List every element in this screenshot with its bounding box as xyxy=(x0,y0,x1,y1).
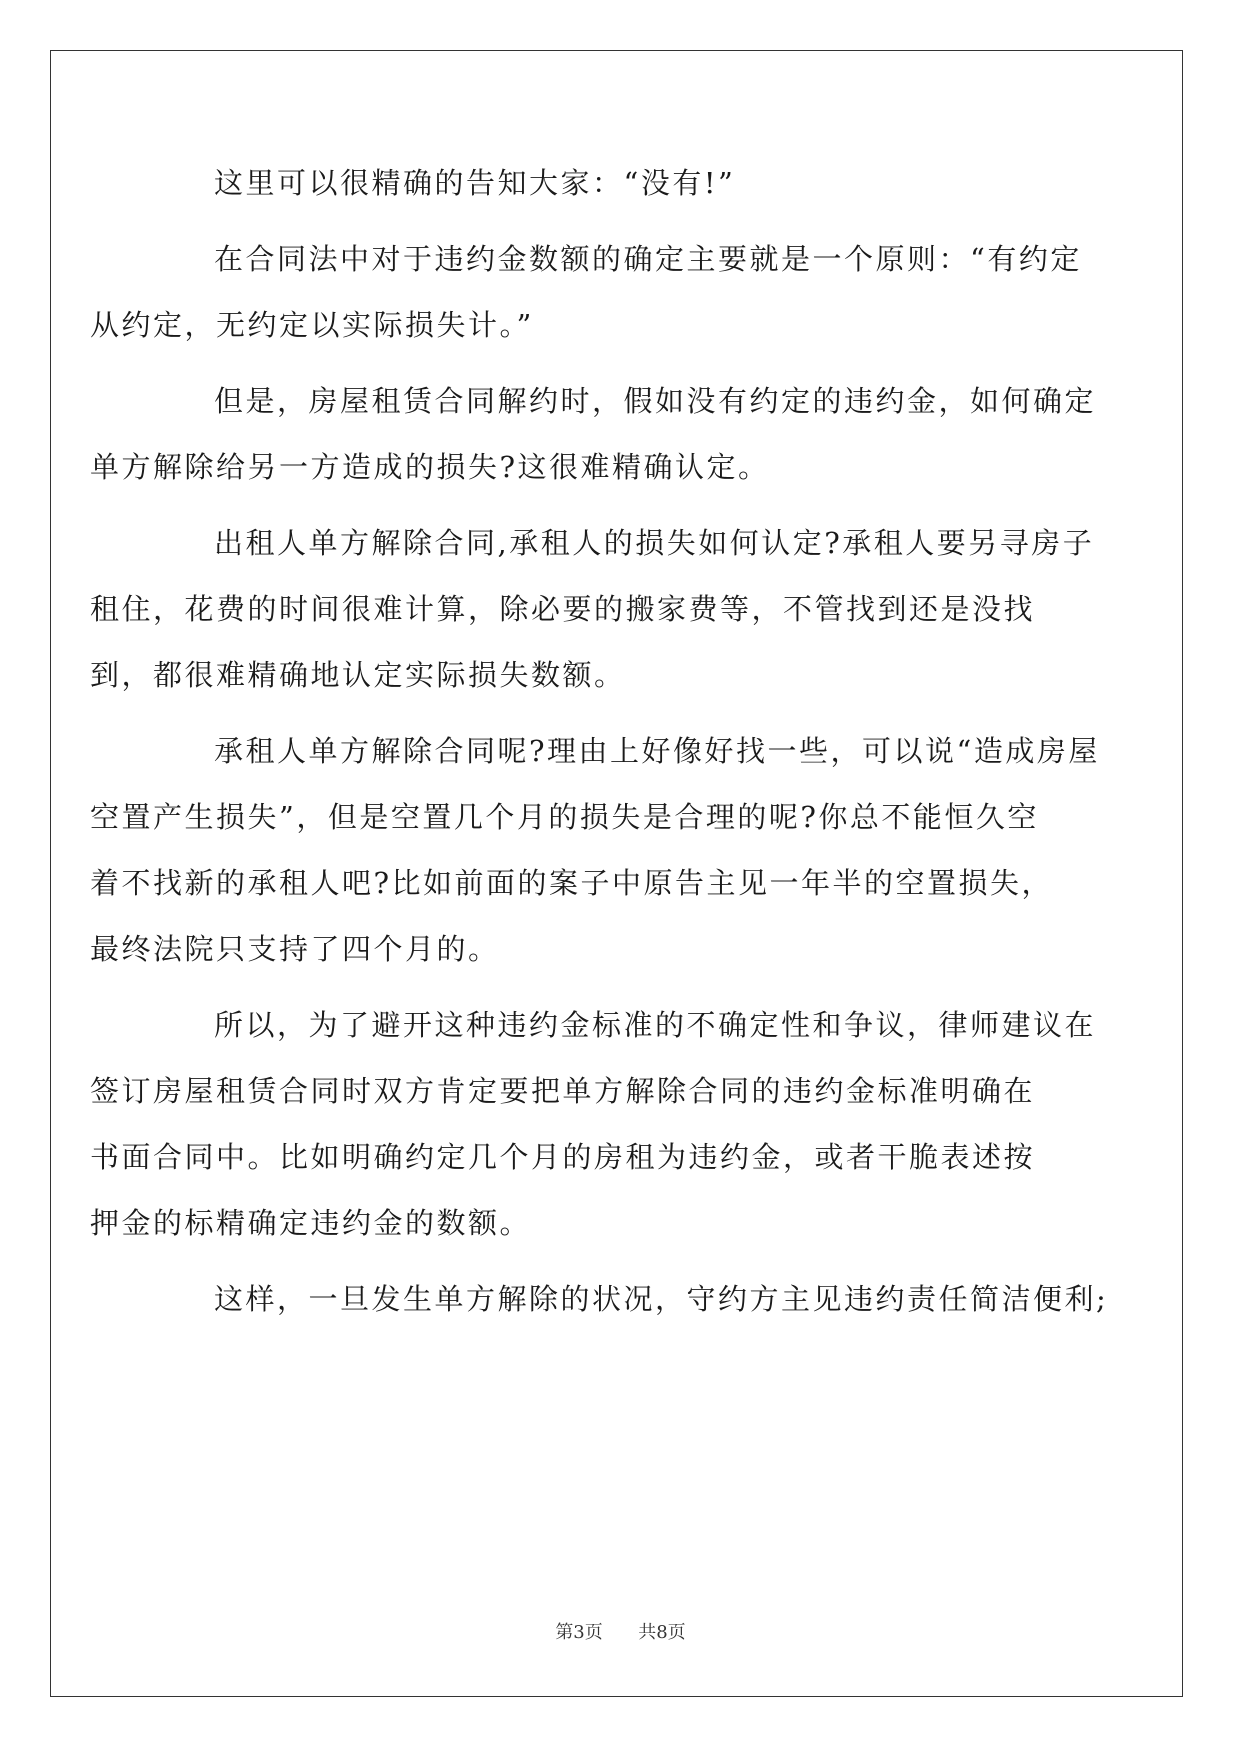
text-line: 出租人单方解除合同,承租人的损失如何认定?承租人要另寻房子 xyxy=(214,526,1095,560)
page-number: 第3页 xyxy=(555,1622,603,1643)
text-line: 但是，房屋租赁合同解约时，假如没有约定的违约金，如何确定 xyxy=(214,384,1097,418)
paragraph-4 xyxy=(90,510,1095,708)
page-total: 共8页 xyxy=(638,1622,686,1643)
text-line: 最终法院只支持了四个月的。 xyxy=(90,932,500,966)
document-body xyxy=(90,150,1109,1342)
text-line: 空置产生损失”，但是空置几个月的损失是合理的呢?你总不能恒久空 xyxy=(90,800,1039,834)
text-line: 签订房屋租赁合同时双方肯定要把单方解除合同的违约金标准明确在 xyxy=(90,1074,1036,1108)
text-line: 在合同法中对于违约金数额的确定主要就是一个原则：“有约定 xyxy=(214,242,1082,276)
paragraph-5 xyxy=(90,718,1100,982)
text-line: 书面合同中。比如明确约定几个月的房租为违约金，或者干脆表述按 xyxy=(90,1140,1036,1174)
text-line: 租住，花费的时间很难计算，除必要的搬家费等，不管找到还是没找 xyxy=(90,592,1036,626)
text-line: 着不找新的承租人吧?比如前面的案子中原告主见一年半的空置损失， xyxy=(90,866,1054,900)
text-line: 这里可以很精确的告知大家：“没有!” xyxy=(214,166,736,200)
page-footer xyxy=(0,1618,1241,1644)
paragraph-6 xyxy=(90,992,1097,1256)
text-line: 到，都很难精确地认定实际损失数额。 xyxy=(90,658,626,692)
text-line: 所以，为了避开这种违约金标准的不确定性和争议，律师建议在 xyxy=(214,1008,1097,1042)
text-line: 单方解除给另一方造成的损失?这很难精确认定。 xyxy=(90,450,770,484)
paragraph-3 xyxy=(90,368,1097,500)
text-line: 从约定，无约定以实际损失计。” xyxy=(90,308,534,342)
paragraph-1 xyxy=(152,150,1082,216)
paragraph-7 xyxy=(152,1266,1109,1332)
paragraph-2 xyxy=(90,226,1082,358)
text-line: 押金的标精确定违约金的数额。 xyxy=(90,1206,532,1240)
text-line: 承租人单方解除合同呢?理由上好像好找一些，可以说“造成房屋 xyxy=(214,734,1100,768)
text-line: 这样，一旦发生单方解除的状况，守约方主见违约责任简洁便利; xyxy=(214,1282,1109,1316)
